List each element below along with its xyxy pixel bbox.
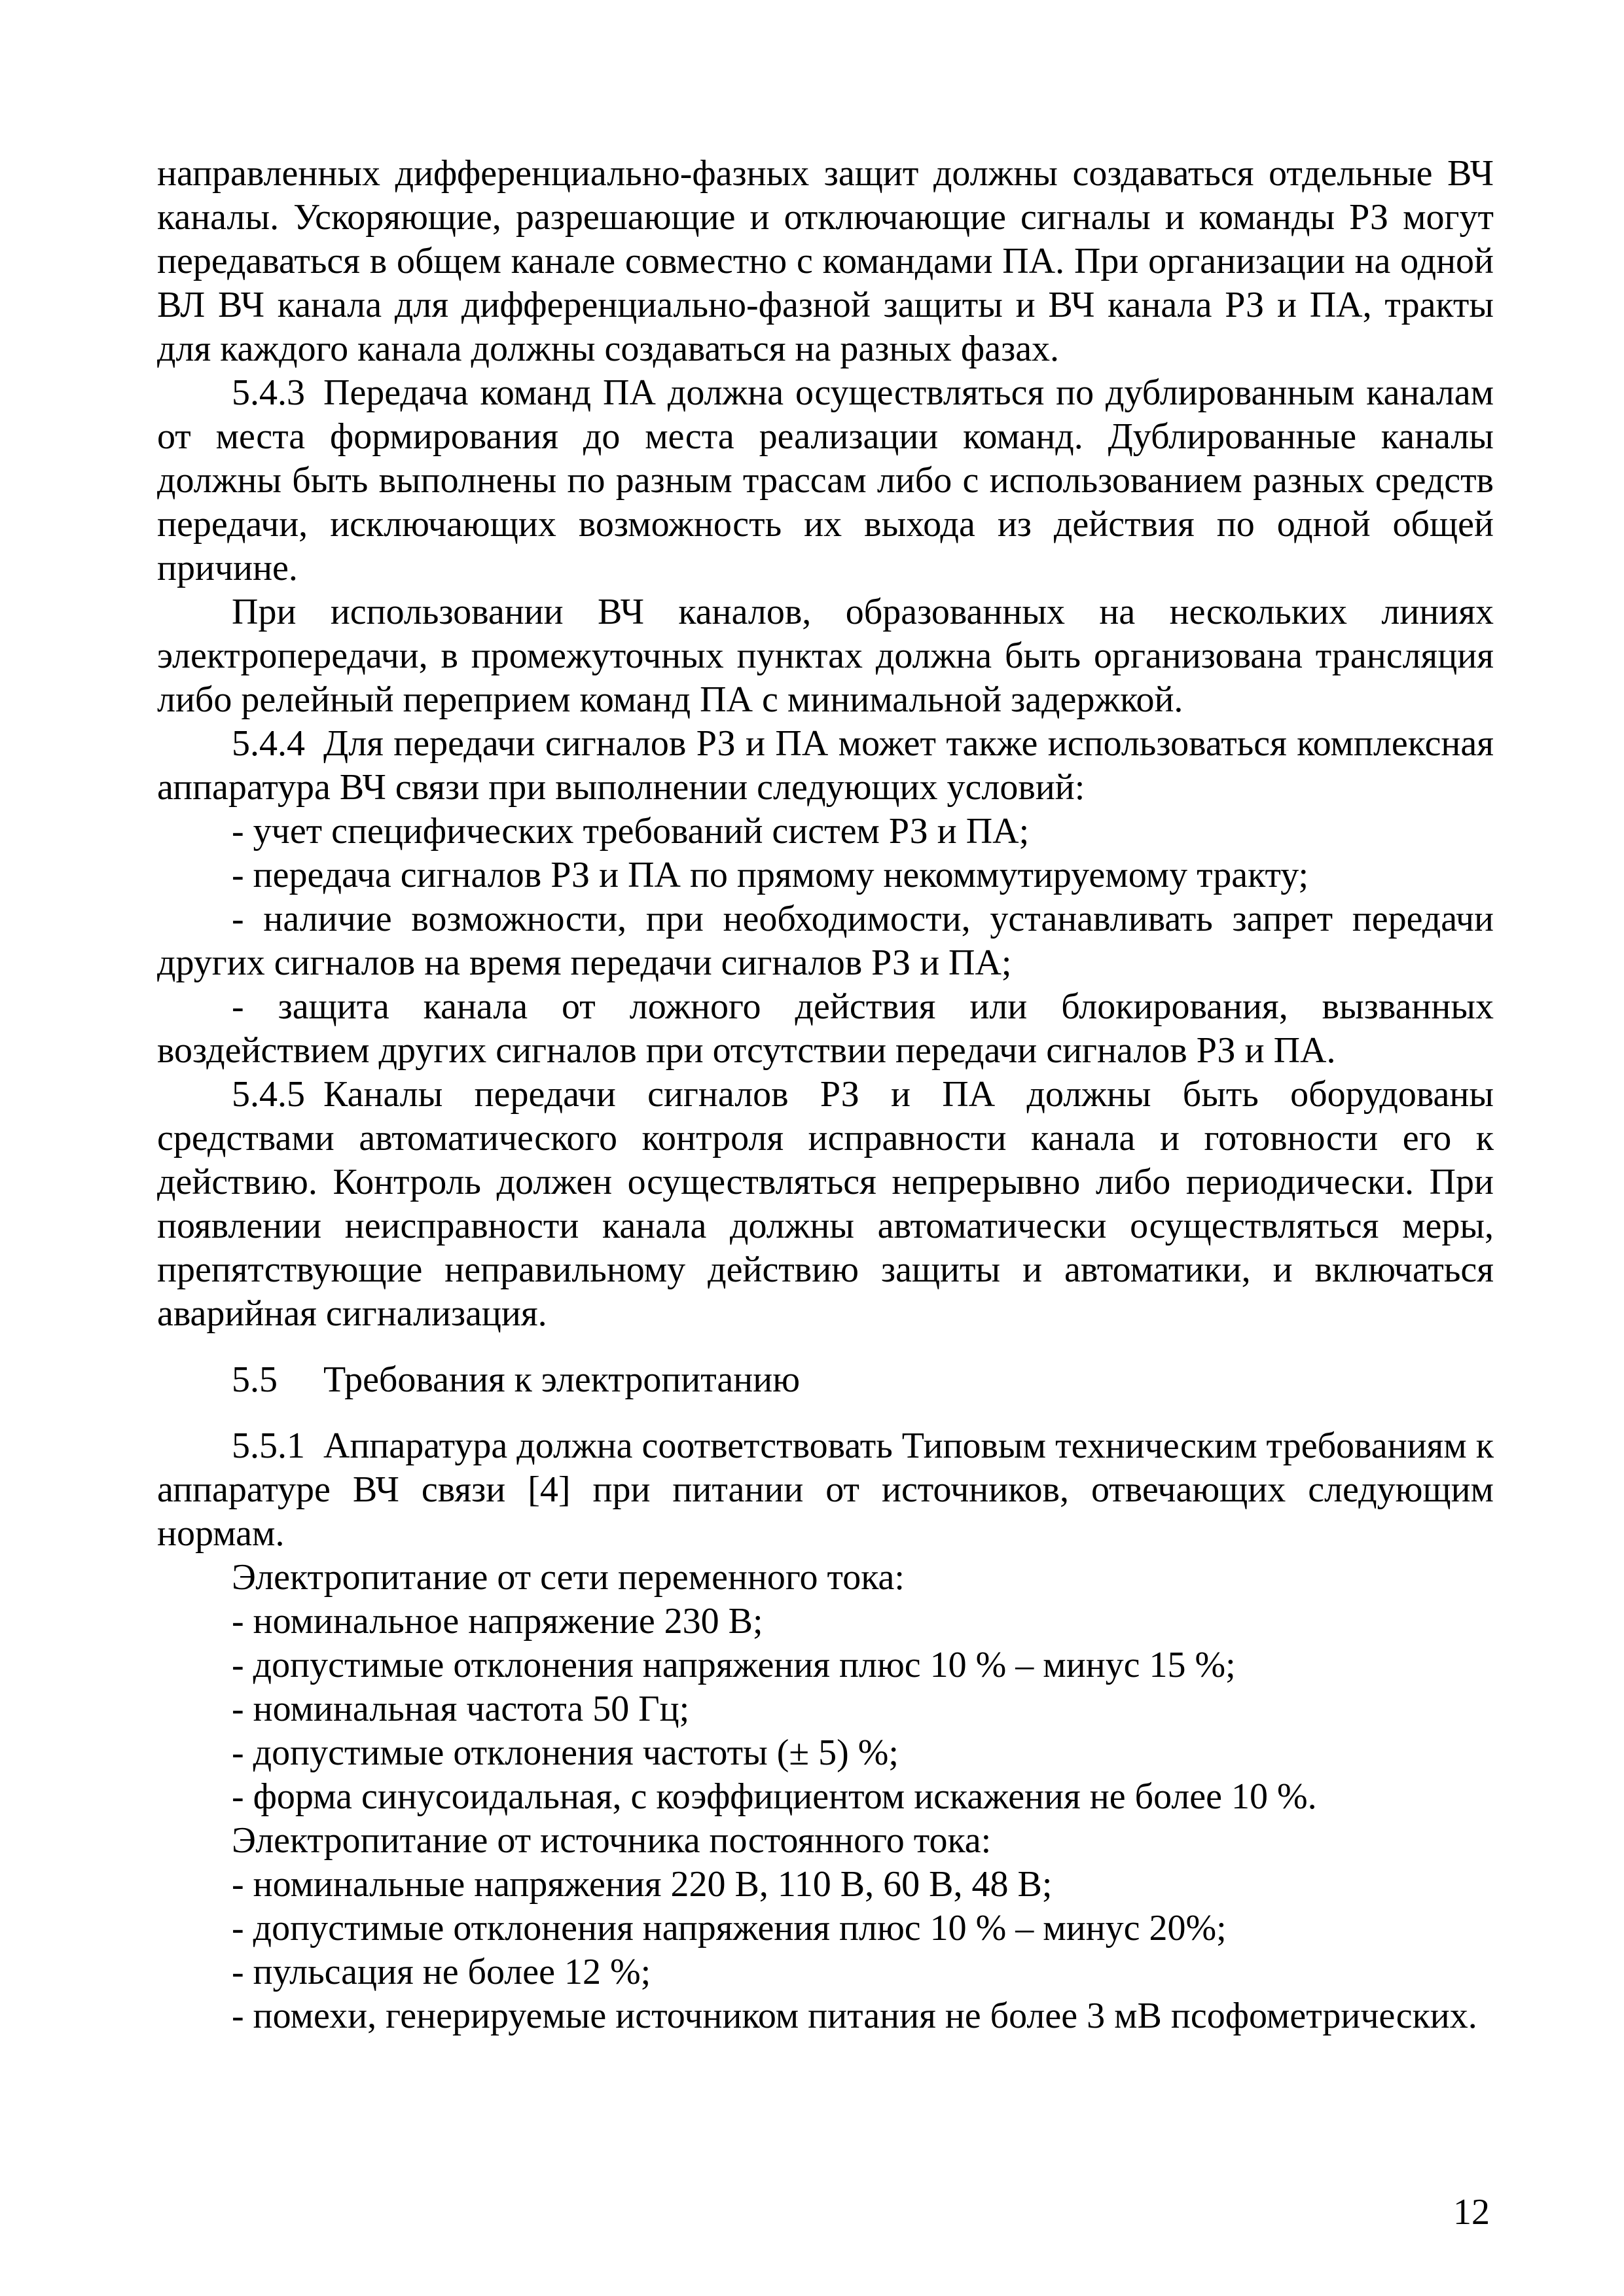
list-item: - помехи, генерируемые источником питания не более 3 мВ псофометрических. [232, 1996, 1477, 2036]
list-item: - номинальное напряжение 230 В; [232, 1601, 763, 1641]
list-item: - передача сигналов РЗ и ПА по прямому некоммутируемому тракту; [232, 855, 1309, 895]
section-number: 5.5 [232, 1359, 278, 1400]
section-text: Для передачи сигналов РЗ и ПА может также использоваться комплексная аппаратура ВЧ связи при выполнении следующих условий: [157, 723, 1494, 808]
section-5-4-5 [157, 1073, 1494, 1336]
section-5-4-3 [157, 371, 1494, 590]
ac-power-title: Электропитание от сети переменного тока: [232, 1557, 905, 1598]
section-5-5-1 [157, 1424, 1494, 1556]
list-item: - форма синусоидальная, с коэффициентом искажения не более 10 %. [232, 1776, 1317, 1817]
section-number: 5.4.3 [232, 372, 305, 413]
list-item: - номинальная частота 50 Гц; [232, 1689, 690, 1729]
section-number: 5.4.4 [232, 723, 305, 764]
list-item: - допустимые отклонения частоты (± 5) %; [232, 1732, 899, 1773]
section-text: Каналы передачи сигналов РЗ и ПА должны быть оборудованы средствами автоматического контроля исправности канала и готовности его к действию. Контроль должен осуществляться непрерывно либо периодически. При появлении неисправности канала должны автоматически осуществляться меры, препятствующие неправильному действию защиты и автоматики, и включаться аварийная сигнализация. [157, 1074, 1494, 1334]
list-item: - учет специфических требований систем РЗ и ПА; [232, 811, 1030, 852]
list-item: - пульсация не более 12 %; [232, 1952, 651, 1992]
list-item: - допустимые отклонения напряжения плюс 10 % – минус 20%; [232, 1908, 1227, 1948]
section-5-4-4 [157, 722, 1494, 810]
list-item: - номинальные напряжения 220 В, 110 В, 60 В, 48 В; [232, 1864, 1053, 1905]
list-item: - допустимые отклонения напряжения плюс 10 % – минус 15 %; [232, 1645, 1236, 1685]
list-item: - наличие возможности, при необходимости, устанавливать запрет передачи других сигналов на время передачи сигналов РЗ и ПА; [157, 899, 1494, 983]
list-item: - защита канала от ложного действия или блокирования, вызванных воздействием других сигналов при отсутствии передачи сигналов РЗ и ПА. [157, 986, 1494, 1071]
section-heading-5-5 [157, 1358, 1494, 1402]
section-title: Требования к электропитанию [323, 1359, 801, 1400]
dc-power-title: Электропитание от источника постоянного тока: [232, 1820, 992, 1861]
section-number: 5.5.1 [232, 1426, 305, 1466]
section-text: Аппаратура должна соответствовать Типовым техническим требованиям к аппаратуре ВЧ связи [4] при питании от источников, отвечающих следующим нормам. [157, 1426, 1494, 1554]
document-body [157, 152, 1494, 2038]
paragraph-continuation: направленных дифференциально-фазных защит должны создаваться отдельные ВЧ каналы. Ускоряющие, разрешающие и отключающие сигналы и команды РЗ могут передаваться в общем канале совместно с командами ПА. При организации на одной ВЛ ВЧ канала для дифференциально-фазной защиты и ВЧ канала РЗ и ПА, тракты для каждого канала должны создаваться на разных фазах. [157, 153, 1494, 369]
paragraph-vch-channels: При использовании ВЧ каналов, образованных на нескольких линиях электропередачи, в промежуточных пунктах должна быть организована трансляция либо релейный переприем команд ПА с минимальной задержкой. [157, 592, 1494, 720]
page-number: 12 [1453, 2192, 1490, 2233]
section-text: Передача команд ПА должна осуществляться по дублированным каналам от места формирования до места реализации команд. Дублированные каналы должны быть выполнены по разным трассам либо с использованием разных средств передачи, исключающих возможность их выхода из действия по одной общей причине. [157, 372, 1494, 588]
section-number: 5.4.5 [232, 1074, 305, 1115]
